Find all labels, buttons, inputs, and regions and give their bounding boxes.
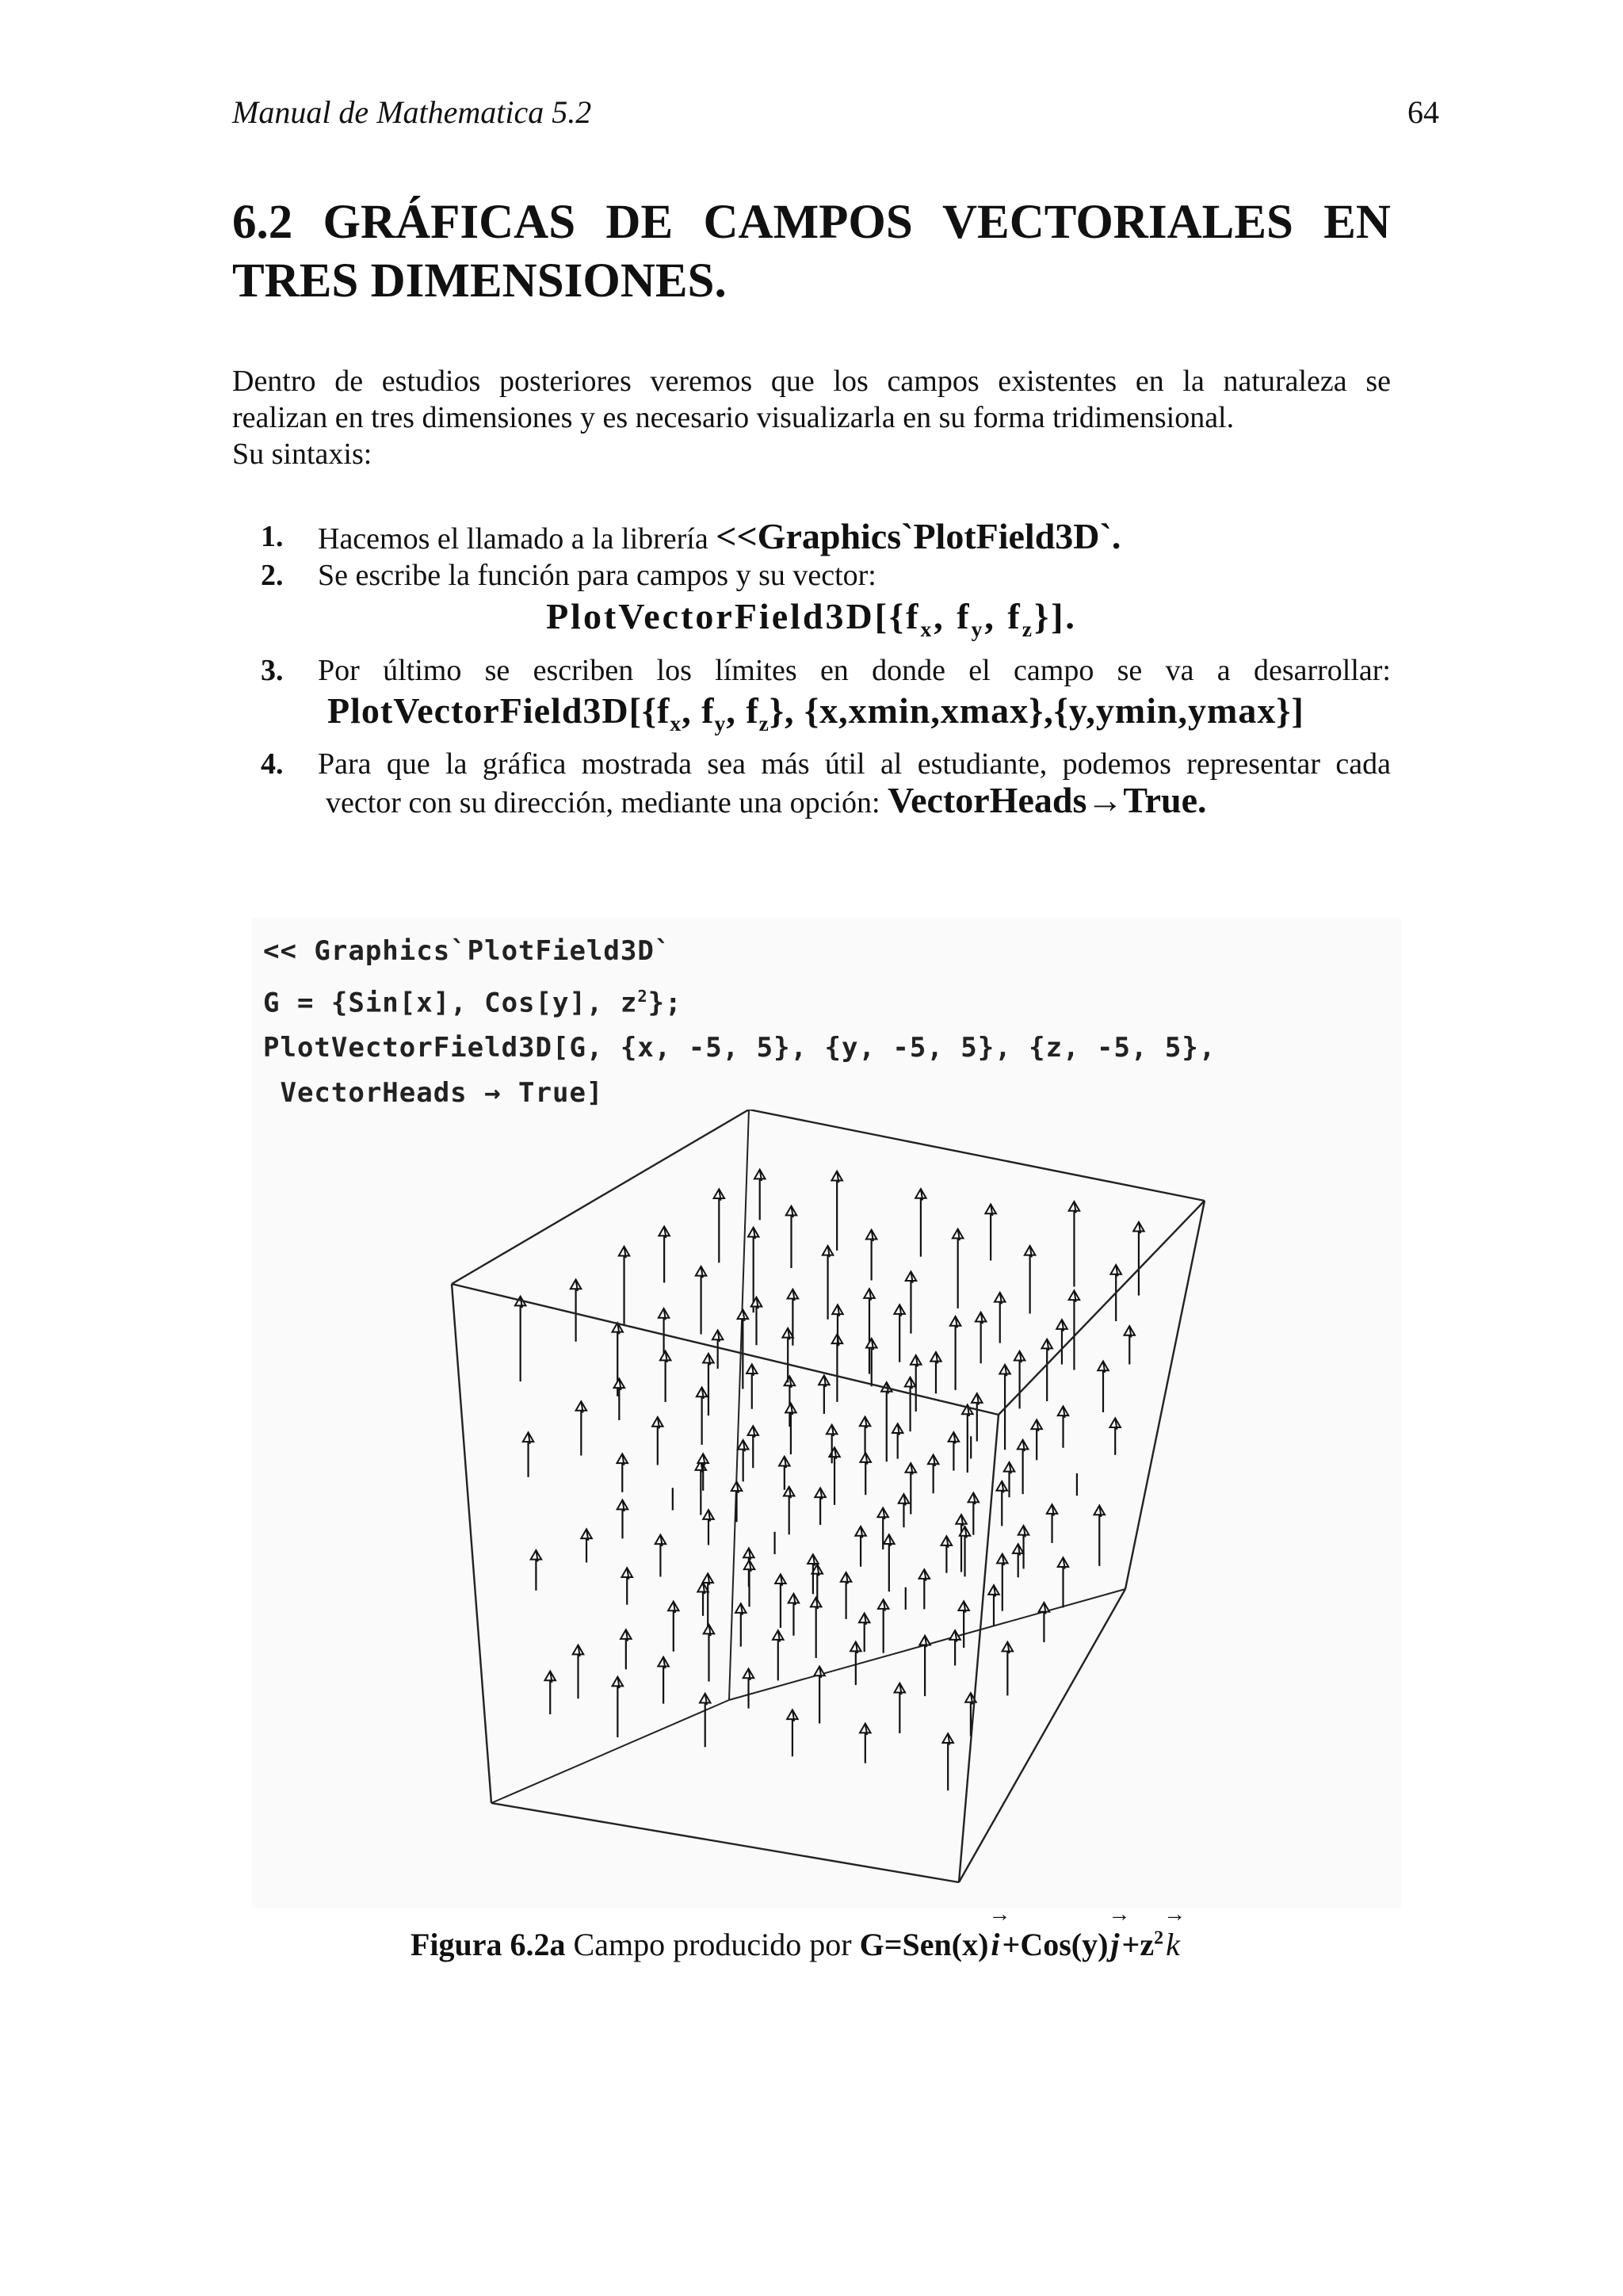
arrow-head: [894, 1305, 905, 1316]
vector-arrow: [892, 1423, 903, 1458]
arrow-head: [702, 1573, 713, 1584]
box-edge: [452, 1110, 749, 1284]
arrow-head: [1004, 1462, 1015, 1473]
arrow-head: [1069, 1201, 1080, 1213]
arrow-head: [1098, 1362, 1109, 1373]
vector-arrow: [704, 1625, 715, 1682]
arrow-head: [860, 1417, 871, 1428]
arrow-head: [850, 1642, 861, 1653]
arrow-head: [919, 1636, 930, 1647]
arrow-head: [995, 1293, 1006, 1304]
arrow-head: [1056, 1320, 1067, 1331]
vector-arrow: [976, 1312, 987, 1363]
vector-arrow: [819, 1376, 830, 1414]
vector-arrow: [754, 1170, 766, 1221]
arrow-head: [823, 1246, 834, 1257]
vector-arrow: [919, 1569, 930, 1609]
vector-arrow: [779, 1457, 790, 1490]
vector-arrow: [621, 1568, 632, 1604]
arrow-head: [855, 1526, 866, 1538]
vector-arrow: [747, 1364, 758, 1408]
arrow-head: [614, 1378, 625, 1389]
vector-arrow: [1069, 1290, 1080, 1370]
arrow-head: [956, 1515, 967, 1526]
vector-arrow: [786, 1206, 797, 1268]
arrow-head: [1125, 1326, 1136, 1337]
vector-arrow: [941, 1536, 953, 1572]
arrow-head: [652, 1417, 663, 1428]
arrow-head: [860, 1724, 871, 1735]
arrow-head: [1014, 1351, 1025, 1362]
arrow-head: [786, 1206, 797, 1217]
arrow-head: [731, 1481, 743, 1492]
arrow-head: [815, 1488, 826, 1499]
caption-label: Figura 6.2a: [411, 1927, 566, 1962]
vector-arrow: [972, 1393, 983, 1441]
vector-arrow: [1018, 1440, 1029, 1494]
step-number: 3.: [261, 654, 284, 688]
arrow-head: [697, 1583, 708, 1594]
vector-arrow: [785, 1377, 796, 1427]
arrow-head: [915, 1189, 926, 1200]
step-text: vector con su dirección, mediante una opción:: [326, 786, 888, 820]
arrow-head: [782, 1328, 793, 1339]
arrow-head: [703, 1354, 714, 1365]
vector-arrow: [995, 1293, 1006, 1343]
arrow-head: [571, 1280, 582, 1291]
arrow-head: [942, 1733, 953, 1744]
arrow-head: [814, 1667, 825, 1678]
arrow-head: [576, 1401, 587, 1412]
steps-list: [232, 518, 1391, 821]
arrow-head: [1094, 1506, 1106, 1517]
vector-arrow: [751, 1297, 762, 1345]
arrow-head: [619, 1247, 630, 1258]
vector-arrow: [988, 1585, 999, 1626]
arrow-head: [617, 1454, 628, 1465]
box-edge: [959, 1415, 999, 1882]
arrow-head: [744, 1560, 755, 1571]
box-edge: [959, 1589, 1125, 1882]
vector-arrow: [782, 1328, 793, 1382]
vector-arrow: [619, 1247, 630, 1326]
vector-arrow: [573, 1645, 584, 1699]
arrow-head: [1110, 1265, 1121, 1276]
arrow-head: [712, 1331, 724, 1342]
vector-arrow: [864, 1289, 875, 1373]
arrow-head: [841, 1572, 852, 1584]
arrow-head: [775, 1574, 786, 1585]
vector-arrow: [949, 1432, 960, 1470]
arrow-head: [748, 1228, 759, 1239]
vector-arrow: [1002, 1642, 1014, 1696]
arrow-head: [743, 1549, 754, 1560]
arrow-head: [617, 1500, 628, 1511]
vector-arrow: [1047, 1504, 1058, 1543]
arrow-head: [976, 1312, 987, 1324]
vector-arrow: [905, 1377, 916, 1431]
arrow-head: [864, 1289, 875, 1300]
arrow-head: [738, 1440, 749, 1451]
arrow-head: [743, 1668, 754, 1679]
vector-arrow: [696, 1461, 707, 1515]
arrow-head: [544, 1671, 556, 1683]
arrow-head: [785, 1377, 796, 1388]
vector-arrow: [697, 1583, 708, 1616]
arrow-head: [659, 1227, 670, 1238]
arrow-head: [866, 1339, 877, 1350]
step-text: Por último se escriben los límites en donde el campo se va a desarrollar:: [318, 654, 1391, 688]
vector-arrow: [714, 1189, 725, 1263]
vector-arrow: [531, 1550, 542, 1591]
mathematica-input-cell: [263, 929, 1216, 1116]
step-code: <<Graphics`PlotField3D`.: [716, 516, 1121, 556]
arrow-head: [950, 1316, 961, 1328]
arrow-head: [613, 1677, 624, 1688]
arrow-head: [1039, 1603, 1050, 1614]
step-number: 2.: [261, 559, 284, 592]
vector-arrow: [652, 1417, 663, 1465]
intro-line: Dentro de estudios posteriores veremos que los campos existentes en la naturaleza se: [232, 365, 1391, 398]
vector-arrow: [899, 1494, 910, 1527]
arrow-head: [808, 1554, 818, 1565]
arrow-head: [878, 1599, 889, 1610]
arrow-head: [892, 1423, 903, 1435]
vector-arrow: [738, 1440, 749, 1481]
arrow-head: [905, 1377, 916, 1389]
vector-arrow: [906, 1463, 917, 1514]
vector-arrow: [784, 1487, 795, 1534]
vector-arrow: [660, 1351, 671, 1402]
arrow-head: [1109, 1418, 1121, 1429]
arrow-head: [953, 1229, 964, 1240]
arrow-head: [860, 1453, 871, 1464]
vector-arrow: [859, 1614, 870, 1652]
vector-arrow: [731, 1481, 743, 1522]
vector-arrow: [703, 1510, 714, 1545]
vector-arrow: [811, 1598, 822, 1658]
vector-arrow: [881, 1382, 892, 1461]
arrow-head: [1058, 1406, 1069, 1417]
vector-arrow: [617, 1454, 628, 1492]
step-4: [232, 746, 1391, 821]
arrow-head: [928, 1455, 939, 1466]
vector-arrow: [953, 1229, 964, 1308]
code-line: << Graphics`PlotField3D`: [263, 935, 672, 967]
arrow-head: [819, 1376, 830, 1387]
running-title: Manual de Mathematica 5.2: [232, 94, 592, 130]
vector-arrow: [928, 1455, 939, 1494]
arrow-head: [832, 1305, 843, 1316]
vector-arrow: [1013, 1544, 1024, 1577]
vector-arrow: [1041, 1339, 1052, 1401]
box-edge: [749, 1110, 1205, 1201]
arrow-head: [703, 1510, 714, 1521]
vector-arrow: [860, 1453, 871, 1495]
vector-arrow: [744, 1560, 755, 1606]
code-line: VectorHeads → True]: [263, 1077, 604, 1110]
step-text: Se escribe la función para campos y su vector:: [318, 559, 876, 592]
arrow-head: [704, 1625, 715, 1636]
intro-paragraph: [232, 363, 1391, 472]
vector-arrow: [968, 1493, 980, 1535]
vector-arrow: [815, 1488, 826, 1524]
step-code: $PlotVectorField3D[\{f_x$, $f_y$, $f_z$}, {x,xmin,xmax},{y,ymin,ymax}]: [327, 690, 1304, 736]
arrow-head: [779, 1457, 790, 1468]
arrow-head: [827, 1425, 838, 1436]
vector-arrow: [1109, 1418, 1121, 1454]
arrow-head: [999, 1365, 1010, 1376]
vector-arrow: [1025, 1246, 1036, 1314]
code-line: G = {Sin[x], Cos[y], $z^2$};: [263, 987, 682, 1019]
vector-arrow: [1039, 1603, 1050, 1642]
vector-arrow: [789, 1594, 800, 1636]
vector-arrow: [895, 1683, 906, 1733]
vector-arrow: [544, 1671, 556, 1714]
vector-arrow: [1094, 1506, 1106, 1566]
vector-arrow: [576, 1401, 587, 1455]
arrow-head: [859, 1614, 870, 1625]
vector-arrow: [773, 1630, 784, 1680]
vector-arrow: [860, 1724, 871, 1763]
vector-arrow: [697, 1388, 708, 1445]
step-3: [232, 652, 1391, 746]
bounding-box-front-edges: [452, 1110, 1205, 1882]
arrow-head: [655, 1534, 666, 1545]
vector-arrow: [985, 1205, 996, 1261]
arrow-head: [773, 1630, 784, 1641]
section-heading: [232, 193, 1391, 311]
vector-arrow: [855, 1526, 866, 1567]
arrow-head: [621, 1568, 632, 1579]
vector-arrows: [515, 1170, 1144, 1791]
caption-text: Campo producido por: [565, 1927, 860, 1962]
vector-arrow: [785, 1404, 796, 1454]
vector-arrow: [894, 1305, 905, 1362]
vector-arrow: [748, 1426, 759, 1468]
vector-arrow: [1125, 1326, 1136, 1364]
arrow-head: [997, 1554, 1008, 1565]
arrow-head: [1002, 1642, 1014, 1653]
arrow-head: [1013, 1544, 1024, 1555]
arrow-head: [531, 1550, 542, 1561]
arrow-head: [523, 1432, 534, 1443]
intro-line: Su sintaxis:: [232, 437, 372, 471]
vector-arrow: [949, 1630, 960, 1665]
figure-caption: [411, 1926, 1182, 1963]
vector-arrow: [696, 1266, 707, 1335]
page-number: 64: [1407, 94, 1439, 130]
arrow-head: [748, 1426, 759, 1437]
arrow-head: [829, 1447, 840, 1458]
arrow-head: [789, 1594, 800, 1605]
vector-arrow: [1058, 1406, 1069, 1447]
arrow-head: [1133, 1222, 1144, 1233]
arrow-head: [787, 1710, 798, 1721]
arrow-head: [1069, 1290, 1080, 1301]
vector-arrow: [942, 1733, 953, 1790]
step-number: 4.: [261, 747, 284, 781]
arrow-head: [747, 1364, 758, 1375]
vector-arrow: [878, 1599, 889, 1653]
vector-arrow: [658, 1657, 669, 1704]
vector-arrow: [655, 1534, 666, 1576]
step-text: Para que la gráfica mostrada sea más útil al estudiante, podemos representar cada: [318, 747, 1391, 781]
step-1: [232, 518, 1391, 557]
arrow-head: [985, 1205, 996, 1216]
intro-line: realizan en tres dimensiones y es necesario visualizarla en su forma tridimensional.: [232, 401, 1235, 434]
arrow-head: [697, 1454, 708, 1465]
arrow-head: [895, 1683, 906, 1694]
vector-arrow: [621, 1629, 632, 1669]
arrow-head: [659, 1308, 670, 1320]
arrow-head: [877, 1508, 888, 1519]
arrow-head: [738, 1309, 749, 1320]
arrow-head: [1018, 1526, 1029, 1537]
arrow-head: [949, 1630, 960, 1641]
vector-arrow: [735, 1603, 747, 1646]
vector-field-3d-plot: [444, 1110, 1236, 1910]
arrow-head: [831, 1171, 842, 1182]
arrow-head: [788, 1289, 799, 1301]
arrow-head: [972, 1393, 983, 1404]
vector-arrow: [906, 1271, 917, 1333]
arrow-head: [696, 1266, 707, 1278]
arrow-head: [1018, 1440, 1029, 1451]
vector-arrow: [884, 1534, 895, 1591]
arrow-head: [988, 1585, 999, 1596]
arrow-head: [700, 1694, 711, 1705]
arrow-head: [899, 1494, 910, 1505]
arrow-head: [1041, 1339, 1052, 1350]
vector-arrow: [668, 1602, 679, 1652]
vector-arrow: [997, 1554, 1008, 1611]
vector-arrow: [829, 1447, 840, 1504]
arrow-head: [658, 1657, 669, 1668]
arrow-head: [573, 1645, 584, 1656]
arrow-head: [811, 1598, 822, 1609]
arrow-head: [906, 1271, 917, 1282]
section-heading-line2: TRES DIMENSIONES.: [232, 254, 727, 308]
vector-arrow: [823, 1246, 834, 1320]
step-code: VectorHeads→True.: [888, 780, 1207, 821]
arrow-head: [884, 1534, 895, 1545]
vector-arrow: [738, 1309, 749, 1389]
vector-arrow: [523, 1432, 534, 1477]
vector-arrow: [950, 1316, 961, 1390]
vector-arrow: [614, 1378, 625, 1419]
arrow-head: [660, 1351, 671, 1362]
vector-arrow: [1098, 1362, 1109, 1412]
arrow-head: [1031, 1419, 1042, 1431]
step-text: Hacemos el llamado a la librería: [318, 522, 716, 556]
arrow-head: [621, 1629, 632, 1641]
vector-arrow: [617, 1500, 628, 1539]
arrow-head: [968, 1493, 980, 1504]
vector-arrow: [841, 1572, 852, 1619]
arrow-head: [949, 1432, 960, 1443]
vector-arrow: [659, 1227, 670, 1283]
box-edge: [491, 1803, 959, 1882]
arrow-head: [581, 1529, 592, 1540]
step-code: $PlotVectorField3D[\{f_x$, $f_y$, $f_z$}].: [546, 596, 1077, 642]
section-heading-line1: 6.2 GRÁFICAS DE CAMPOS VECTORIALES EN: [232, 196, 1391, 249]
arrow-head: [919, 1569, 930, 1580]
code-line: PlotVectorField3D[G, {x, -5, 5}, {y, -5, 5}, {z, -5, 5},: [263, 1032, 1216, 1064]
vector-arrow: [814, 1667, 825, 1724]
vector-arrow: [866, 1230, 877, 1281]
box-edge: [452, 1284, 491, 1803]
arrow-head: [911, 1355, 922, 1366]
arrow-head: [1047, 1504, 1058, 1515]
vector-arrow: [700, 1694, 711, 1748]
vector-arrow: [1056, 1320, 1067, 1364]
arrow-head: [697, 1388, 708, 1399]
vector-arrow: [581, 1529, 592, 1562]
vector-arrow: [1014, 1351, 1025, 1408]
vector-arrow: [1133, 1222, 1144, 1296]
step-number: 1.: [261, 520, 284, 553]
vector-arrow: [919, 1636, 930, 1696]
caption-formula: $G=Sen(x)\to i+Cos(y)\to j+z^2\to k$: [860, 1927, 1182, 1962]
vector-arrow: [743, 1668, 754, 1708]
vector-arrow: [831, 1171, 842, 1251]
arrow-head: [754, 1170, 766, 1181]
arrow-head: [1025, 1246, 1036, 1257]
vector-arrow: [996, 1481, 1007, 1526]
vector-arrow: [1058, 1557, 1069, 1607]
vector-arrow: [1004, 1462, 1015, 1497]
bounding-box-back-edges: [491, 1110, 1125, 1803]
vector-arrow: [1069, 1201, 1080, 1286]
box-edge: [1125, 1201, 1205, 1589]
box-edge: [452, 1284, 999, 1415]
vector-arrow: [930, 1352, 941, 1393]
vector-arrow: [775, 1574, 786, 1628]
arrow-head: [784, 1487, 795, 1498]
vector-arrow: [1031, 1419, 1042, 1460]
vector-arrow: [515, 1297, 526, 1381]
box-edge: [491, 1700, 729, 1803]
vector-arrow: [958, 1601, 969, 1648]
vector-arrow: [915, 1189, 926, 1257]
vector-arrow: [613, 1677, 624, 1737]
vector-arrow: [703, 1354, 714, 1415]
arrow-head: [958, 1601, 969, 1612]
arrow-head: [714, 1189, 725, 1200]
arrow-head: [668, 1602, 679, 1613]
arrow-head: [930, 1352, 941, 1363]
arrow-head: [866, 1230, 877, 1241]
vector-arrow: [787, 1710, 798, 1756]
vector-arrow: [866, 1339, 877, 1386]
vector-arrow: [571, 1280, 582, 1342]
arrow-head: [735, 1603, 747, 1614]
vector-arrow: [697, 1454, 708, 1490]
step-2: [232, 557, 1391, 652]
arrow-head: [996, 1481, 1007, 1492]
arrow-head: [1058, 1557, 1069, 1568]
arrow-head: [941, 1536, 953, 1547]
arrow-head: [906, 1463, 917, 1474]
arrow-head: [785, 1404, 796, 1415]
